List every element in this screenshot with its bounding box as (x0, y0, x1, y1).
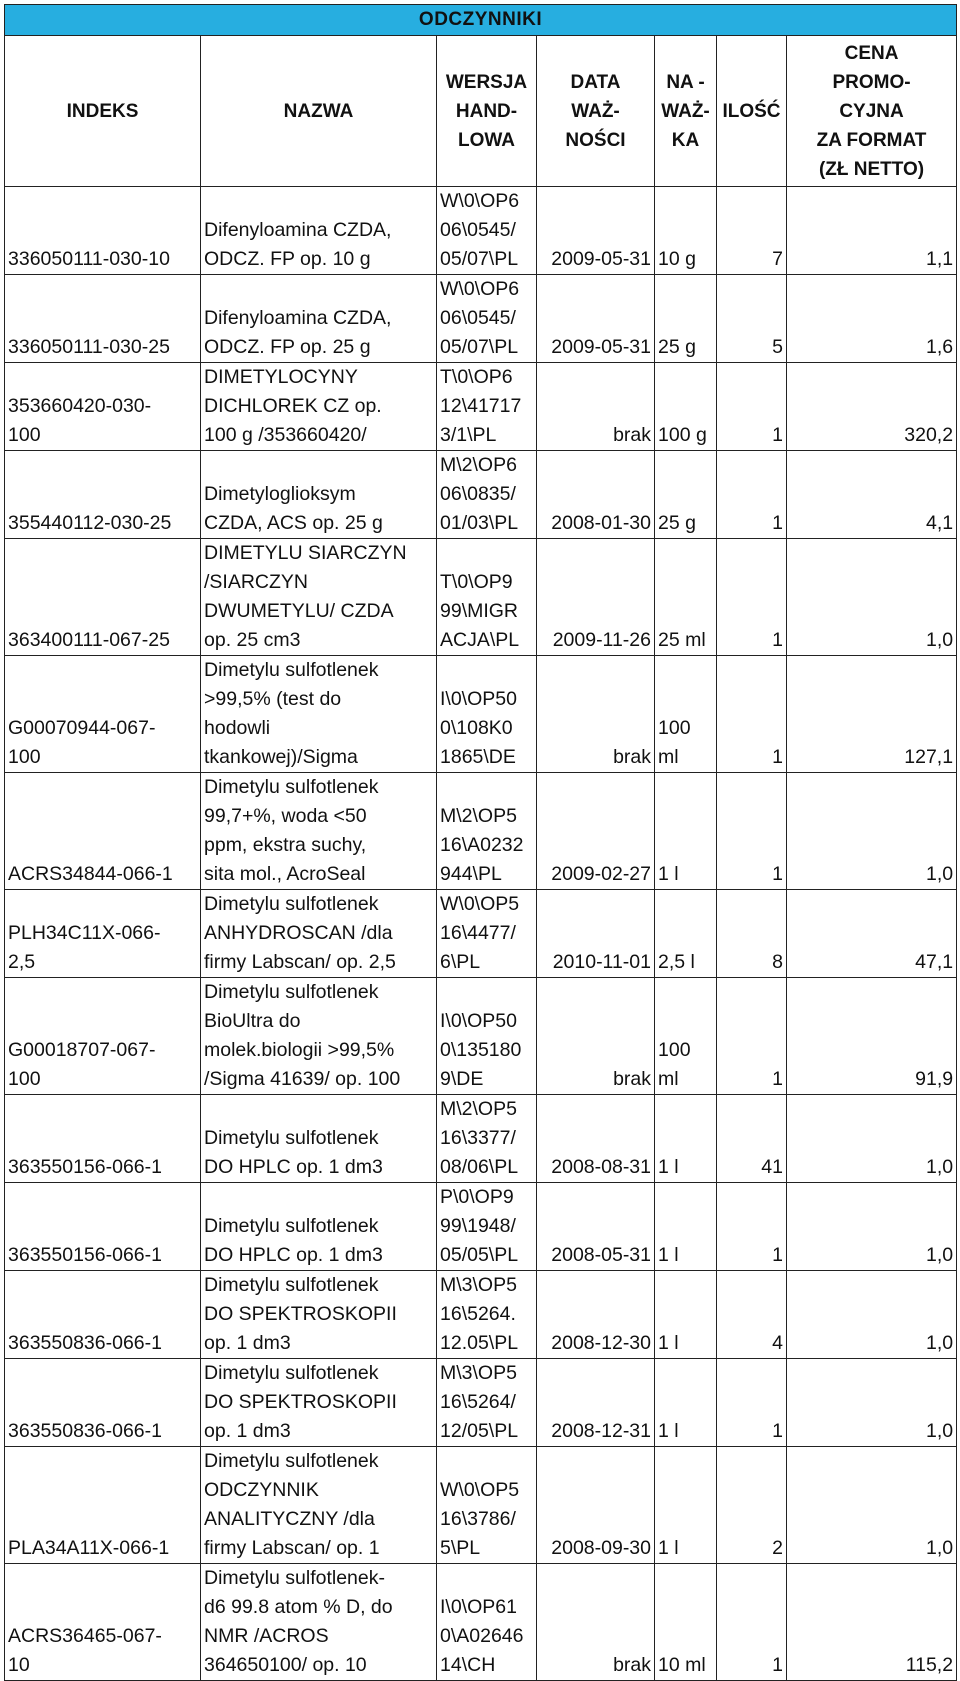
cell-qty: 1 (717, 978, 787, 1095)
cell-index: 363550836-066-1 (5, 1359, 201, 1447)
cell-index: 363550156-066-1 (5, 1095, 201, 1183)
cell-expiry: 2009-05-31 (537, 187, 655, 275)
table-row (5, 451, 957, 539)
cell-weight: 10 g (655, 187, 717, 275)
cell-index: 336050111-030-10 (5, 187, 201, 275)
cell-name: Dimetylu sulfotlenek >99,5% (test do hodowli tkankowej)/Sigma (201, 656, 437, 773)
table-row (5, 1564, 957, 1681)
cell-qty: 1 (717, 1359, 787, 1447)
cell-qty: 1 (717, 773, 787, 890)
table-row (5, 1183, 957, 1271)
cell-name: Dimetylu sulfotlenek DO HPLC op. 1 dm3 (201, 1183, 437, 1271)
table-row (5, 773, 957, 890)
cell-version: I\0\OP50 0\108K0 1865\DE (437, 656, 537, 773)
cell-weight: 1 l (655, 1447, 717, 1564)
cell-version: P\0\OP9 99\1948/ 05/05\PL (437, 1183, 537, 1271)
cell-price: 1,0 (787, 1359, 957, 1447)
cell-weight: 1 l (655, 1359, 717, 1447)
cell-name: Dimetylu sulfotlenek 99,7+%, woda <50 ppm, ekstra suchy, sita mol., AcroSeal (201, 773, 437, 890)
cell-name: Dimetylu sulfotlenek DO HPLC op. 1 dm3 (201, 1095, 437, 1183)
cell-expiry: 2008-01-30 (537, 451, 655, 539)
cell-price: 1,0 (787, 1271, 957, 1359)
cell-expiry: 2009-02-27 (537, 773, 655, 890)
table-row (5, 1271, 957, 1359)
cell-price: 1,6 (787, 275, 957, 363)
cell-index: PLA34A11X-066-1 (5, 1447, 201, 1564)
table-row (5, 363, 957, 451)
cell-version: M\2\OP6 06\0835/ 01/03\PL (437, 451, 537, 539)
cell-price: 1,0 (787, 539, 957, 656)
cell-version: M\3\OP5 16\5264. 12.05\PL (437, 1271, 537, 1359)
table-row (5, 656, 957, 773)
cell-index: 363550156-066-1 (5, 1183, 201, 1271)
cell-expiry: brak (537, 978, 655, 1095)
cell-name: Dimetylu sulfotlenek ODCZYNNIK ANALITYCZNY /dla firmy Labscan/ op. 1 (201, 1447, 437, 1564)
header-price: CENA PROMO- CYJNA ZA FORMAT (ZŁ NETTO) (787, 36, 957, 187)
cell-name: Dimetylu sulfotlenek BioUltra do molek.biologii >99,5% /Sigma 41639/ op. 100 (201, 978, 437, 1095)
cell-index: 363400111-067-25 (5, 539, 201, 656)
table-row (5, 1095, 957, 1183)
cell-weight: 1 l (655, 1183, 717, 1271)
cell-qty: 7 (717, 187, 787, 275)
cell-weight: 100 g (655, 363, 717, 451)
header-expiry: DATA WAŻ- NOŚCI (537, 36, 655, 187)
cell-qty: 2 (717, 1447, 787, 1564)
cell-qty: 1 (717, 1564, 787, 1681)
header-name: NAZWA (201, 36, 437, 187)
cell-name: DIMETYLOCYNY DICHLOREK CZ op. 100 g /353660420/ (201, 363, 437, 451)
cell-expiry: 2008-05-31 (537, 1183, 655, 1271)
cell-qty: 4 (717, 1271, 787, 1359)
cell-name: Dimetyloglioksym CZDA, ACS op. 25 g (201, 451, 437, 539)
cell-name: DIMETYLU SIARCZYN /SIARCZYN DWUMETYLU/ CZDA op. 25 cm3 (201, 539, 437, 656)
cell-qty: 8 (717, 890, 787, 978)
cell-qty: 41 (717, 1095, 787, 1183)
cell-version: W\0\OP6 06\0545/ 05/07\PL (437, 187, 537, 275)
cell-weight: 25 g (655, 275, 717, 363)
cell-index: ACRS36465-067- 10 (5, 1564, 201, 1681)
table-row (5, 978, 957, 1095)
cell-version: M\2\OP5 16\3377/ 08/06\PL (437, 1095, 537, 1183)
cell-expiry: 2009-11-26 (537, 539, 655, 656)
cell-index: PLH34C11X-066- 2,5 (5, 890, 201, 978)
cell-weight: 1 l (655, 1095, 717, 1183)
table-row (5, 187, 957, 275)
cell-qty: 1 (717, 363, 787, 451)
cell-price: 47,1 (787, 890, 957, 978)
header-row (5, 36, 957, 187)
table-row (5, 890, 957, 978)
cell-index: 353660420-030- 100 (5, 363, 201, 451)
cell-price: 1,0 (787, 773, 957, 890)
cell-weight: 10 ml (655, 1564, 717, 1681)
cell-qty: 1 (717, 1183, 787, 1271)
cell-version: M\3\OP5 16\5264/ 12/05\PL (437, 1359, 537, 1447)
cell-name: Difenyloamina CZDA, ODCZ. FP op. 10 g (201, 187, 437, 275)
table-row (5, 275, 957, 363)
header-qty: ILOŚĆ (717, 36, 787, 187)
cell-index: 363550836-066-1 (5, 1271, 201, 1359)
cell-name: Dimetylu sulfotlenek DO SPEKTROSKOPII op. 1 dm3 (201, 1359, 437, 1447)
cell-version: I\0\OP61 0\A02646 14\CH (437, 1564, 537, 1681)
reagents-table (4, 4, 957, 1681)
cell-price: 320,2 (787, 363, 957, 451)
table-row (5, 1447, 957, 1564)
header-version: WERSJA HAND- LOWA (437, 36, 537, 187)
cell-weight: 2,5 l (655, 890, 717, 978)
cell-index: ACRS34844-066-1 (5, 773, 201, 890)
cell-name: Dimetylu sulfotlenek DO SPEKTROSKOPII op. 1 dm3 (201, 1271, 437, 1359)
cell-weight: 1 l (655, 1271, 717, 1359)
cell-expiry: 2008-08-31 (537, 1095, 655, 1183)
cell-expiry: 2010-11-01 (537, 890, 655, 978)
cell-price: 127,1 (787, 656, 957, 773)
cell-weight: 100 ml (655, 978, 717, 1095)
cell-expiry: 2008-12-31 (537, 1359, 655, 1447)
cell-weight: 25 ml (655, 539, 717, 656)
cell-weight: 1 l (655, 773, 717, 890)
cell-index: 355440112-030-25 (5, 451, 201, 539)
cell-price: 115,2 (787, 1564, 957, 1681)
cell-version: M\2\OP5 16\A0232 944\PL (437, 773, 537, 890)
table-row (5, 1359, 957, 1447)
cell-price: 4,1 (787, 451, 957, 539)
cell-price: 91,9 (787, 978, 957, 1095)
cell-qty: 1 (717, 656, 787, 773)
cell-price: 1,1 (787, 187, 957, 275)
cell-name: Dimetylu sulfotlenek- d6 99.8 atom % D, do NMR /ACROS 364650100/ op. 10 (201, 1564, 437, 1681)
cell-weight: 25 g (655, 451, 717, 539)
cell-price: 1,0 (787, 1447, 957, 1564)
cell-version: W\0\OP6 06\0545/ 05/07\PL (437, 275, 537, 363)
cell-price: 1,0 (787, 1183, 957, 1271)
title-row (5, 5, 957, 36)
table-title: ODCZYNNIKI (5, 5, 957, 36)
cell-version: W\0\OP5 16\3786/ 5\PL (437, 1447, 537, 1564)
cell-index: G00018707-067- 100 (5, 978, 201, 1095)
cell-version: I\0\OP50 0\135180 9\DE (437, 978, 537, 1095)
cell-expiry: brak (537, 363, 655, 451)
cell-version: T\0\OP6 12\41717 3/1\PL (437, 363, 537, 451)
cell-index: 336050111-030-25 (5, 275, 201, 363)
cell-expiry: brak (537, 1564, 655, 1681)
cell-version: W\0\OP5 16\4477/ 6\PL (437, 890, 537, 978)
table-row (5, 539, 957, 656)
cell-index: G00070944-067- 100 (5, 656, 201, 773)
cell-price: 1,0 (787, 1095, 957, 1183)
cell-weight: 100 ml (655, 656, 717, 773)
header-index: INDEKS (5, 36, 201, 187)
cell-expiry: brak (537, 656, 655, 773)
cell-name: Dimetylu sulfotlenek ANHYDROSCAN /dla firmy Labscan/ op. 2,5 (201, 890, 437, 978)
cell-expiry: 2008-12-30 (537, 1271, 655, 1359)
header-weight: NA - WAŻ- KA (655, 36, 717, 187)
cell-expiry: 2008-09-30 (537, 1447, 655, 1564)
cell-name: Difenyloamina CZDA, ODCZ. FP op. 25 g (201, 275, 437, 363)
cell-qty: 1 (717, 451, 787, 539)
cell-version: T\0\OP9 99\MIGR ACJA\PL (437, 539, 537, 656)
cell-qty: 1 (717, 539, 787, 656)
cell-qty: 5 (717, 275, 787, 363)
cell-expiry: 2009-05-31 (537, 275, 655, 363)
